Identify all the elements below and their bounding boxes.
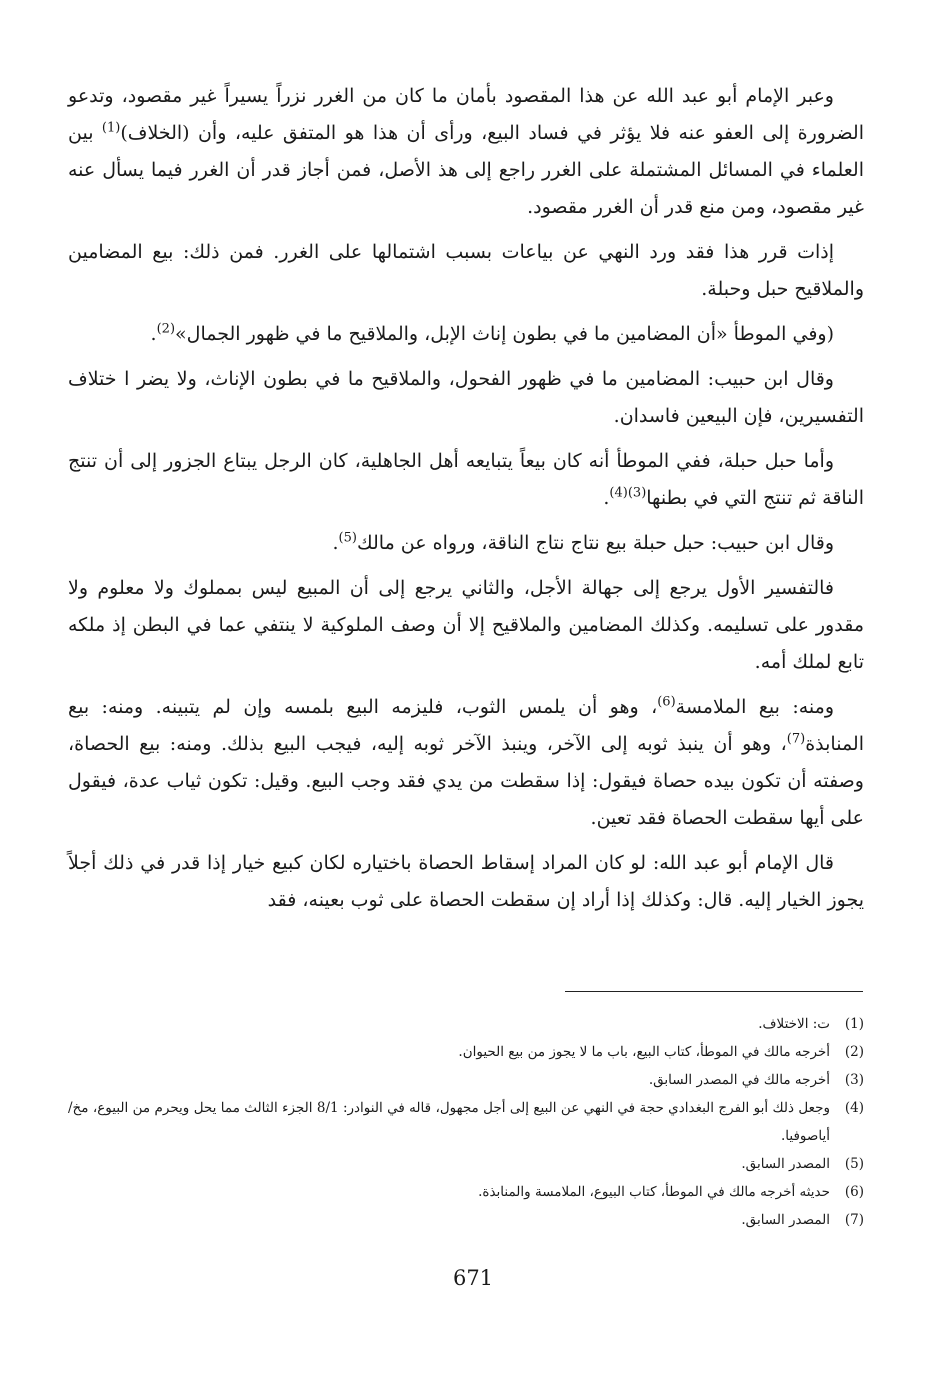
footnote-7	[68, 1206, 864, 1234]
paragraph-6: وقال ابن حبيب: حبل حبلة بيع نتاج نتاج الناقة، ورواه عن مالك$^{(5)}$.	[332, 530, 834, 554]
footnote-ref[interactable]: (4)	[609, 485, 628, 501]
footnote-ref[interactable]: (2)	[156, 321, 176, 337]
footnote-ref[interactable]: (3)	[627, 485, 647, 501]
footnote-number: (4)	[844, 1100, 864, 1116]
footnote-4	[68, 1094, 864, 1150]
footnote-ref[interactable]: (5)	[338, 530, 357, 546]
paragraph-1: وعبر الإمام أبو عبد الله عن هذا المقصود بأمان ما كان من الغرر نزراً يسيراً غير مقصود، وتدعو الضرورة إلى العفو عنه فلا يؤثر في فساد البيع، ورأى أن هذا هو المتفق عليه، وأن (الخلاف)$^{(1)}$ بين العلماء في المسائل المشتملة على الغرر راجع إلى هذ الأصل، فمن أجاز قدر أن الغرر فيما يسأل عنه غير مقصود، ومن منع قدر أن الغرر مقصود.	[68, 85, 865, 218]
footnote-text: وجعل ذلك أبو الفرج البغدادي حجة في النهي عن البيع إلى أجل مجهول، قاله في النوادر: 8/1 الجزء الثالث مما يحل ويحرم من البيوع، مخ/ أياصوفيا.	[68, 1100, 830, 1144]
main-text	[68, 78, 864, 927]
footnote-text: أخرجه مالك في الموطأ، كتاب البيع، باب ما لا يجوز من بيع الحيوان.	[458, 1044, 830, 1060]
footnote-number: (5)	[844, 1156, 864, 1172]
paragraph-9: قال الإمام أبو عبد الله: لو كان المراد إسقاط الحصاة باختياره لكان كبيع خيار إذا قدر في ذلك أجلاً يجوز الخيار إليه. قال: وكذلك إذا أراد إن سقطت الحصاة على ثوب بعينه، فقد	[68, 852, 864, 911]
paragraph-7: فالتفسير الأول يرجع إلى جهالة الأجل، والثاني يرجع إلى أن المبيع ليس بمملوك ولا معلوم ولا مقدور على تسليمه. وكذلك المضامين والملاقيح إلا أن وصف الملوكية لا ينتفي عما في البطن إذ ملكه تابع لملك أمه.	[68, 577, 864, 673]
footnote-number: (2)	[844, 1044, 864, 1060]
paragraph-4: وقال ابن حبيب: المضامين ما في ظهور الفحول، والملاقيح ما في بطون الإناث، ولا يضر ا ختلاف التفسيرين، فإن البيعين فاسدان.	[68, 368, 864, 427]
footnote-number: (3)	[844, 1072, 864, 1088]
footnote-6	[68, 1178, 864, 1206]
page-number: 671	[452, 1266, 494, 1290]
footnote-text: ت: الاختلاف.	[758, 1016, 830, 1032]
footnote-ref[interactable]: (6)	[657, 694, 676, 710]
footnotes	[68, 1010, 864, 1234]
footnote-3	[68, 1066, 864, 1094]
footnote-number: (6)	[844, 1184, 864, 1200]
paragraph-8: ومنه: بيع الملامسة$^{(6)}$، وهو أن يلمس الثوب، فليزمه البيع بلمسه وإن لم يتبينه. ومنه: بيع المنابذة$^{(7)}$، وهو أن ينبذ ثوبه إلى الآخر، وينبذ الآخر ثوبه إليه، فيجب البيع بذلك. ومنه: بيع الحصاة، وصفته أن تكون بيده حصاة فيقول: إذا سقطت من يدي فقد وجب البيع. وقيل: تكون ثياب عدة، فيقول على أيها سقطت الحصاة فقد تعين.	[68, 694, 864, 829]
footnote-1	[68, 1010, 864, 1038]
footnote-number: (7)	[844, 1212, 864, 1228]
paragraph-2: إذات قرر هذا فقد ورد النهي عن بياعات بسبب اشتمالها على الغرر. فمن ذلك: بيع المضامين والملاقيح حبل وحبلة.	[68, 241, 864, 300]
paragraph-5: وأما حبل حبلة، ففي الموطأ أنه كان بيعاً يتبايعه أهل الجاهلية، كان الرجل يبتاع الجزور إلى أن تنتج الناقة ثم تنتج التي في بطنها$^{(3)(4)}$.	[68, 450, 864, 509]
footnote-ref[interactable]: (1)	[101, 120, 121, 136]
footnote-5	[68, 1150, 864, 1178]
footnote-text: حديثه أخرجه مالك في الموطأ، كتاب البيوع، الملامسة والمنابذة.	[478, 1184, 830, 1200]
footnote-2	[68, 1038, 864, 1066]
footnote-text: أخرجه مالك في المصدر السابق.	[648, 1072, 830, 1088]
footnote-ref[interactable]: (7)	[786, 731, 806, 747]
footnote-text: المصدر السابق.	[741, 1212, 830, 1228]
footnote-divider	[565, 991, 863, 992]
paragraph-3: (وفي الموطأ «أن المضامين ما في بطون إناث الإبل، والملاقيح ما في ظهور الجمال»$^{(2)}$.	[150, 321, 834, 345]
footnote-text: المصدر السابق.	[741, 1156, 830, 1172]
footnote-number: (1)	[844, 1016, 864, 1032]
